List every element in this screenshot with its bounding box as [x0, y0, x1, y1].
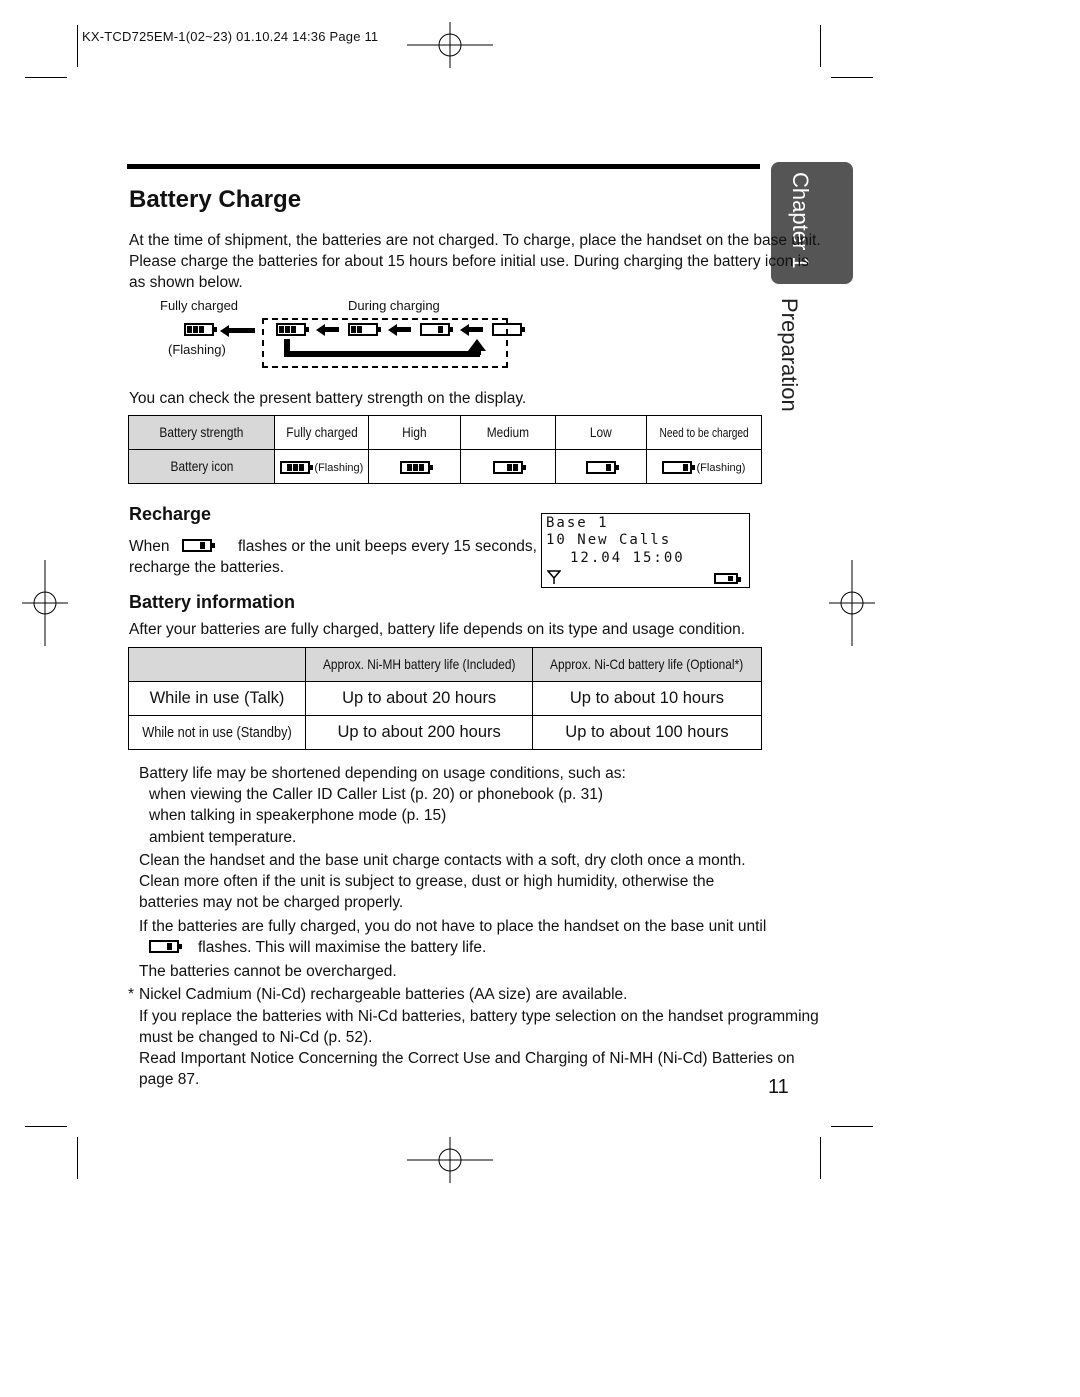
intro-line-2: Please charge the batteries for about 15 hours before initial use. During charging the battery icon is — [129, 253, 809, 270]
chapter-tab-label: Chapter 1 — [788, 172, 813, 269]
lcd-line-2: 10 New Calls — [546, 532, 672, 548]
note-1c: ambient temperature. — [149, 829, 297, 846]
footnote-star: * — [128, 986, 135, 1003]
note-2a: Clean the handset and the base unit charge contacts with a soft, dry cloth once a month. — [139, 852, 746, 869]
standby-nicd: Up to about 100 hours — [533, 716, 761, 750]
crop-mark — [77, 25, 78, 67]
page-number: 11 — [768, 1076, 789, 1098]
note-2b: Clean more often if the unit is subject to grease, dust or high humidity, otherwise the — [139, 873, 715, 890]
crop-mark — [820, 1137, 821, 1179]
during-charging-label: During charging — [348, 298, 440, 313]
recharge-when: When — [129, 538, 170, 555]
section-side-label: Preparation — [777, 298, 802, 412]
battery-full-icon — [280, 461, 310, 474]
lcd-display — [541, 513, 750, 588]
icon-medium — [461, 450, 555, 484]
lcd-battery-icon — [714, 570, 738, 586]
level-need-charge: Need to be charged — [646, 416, 761, 450]
note-2c: batteries may not be charged properly. — [139, 894, 404, 911]
note-7b: page 87. — [139, 1071, 200, 1088]
note-7a: Read Important Notice Concerning the Correct Use and Charging of Ni-MH (Ni-Cd) Batteries on — [139, 1050, 795, 1067]
row-label-standby: While not in use (Standby) — [129, 716, 306, 750]
note-4: The batteries cannot be overcharged. — [139, 963, 397, 980]
arrow-left-icon — [316, 324, 325, 336]
arrow-left-icon — [220, 322, 255, 340]
icon-high — [369, 450, 461, 484]
arrow-left-icon — [388, 324, 397, 336]
level-low: Low — [555, 416, 646, 450]
recharge-text-1: flashes or the unit beeps every 15 seconds, — [238, 538, 537, 555]
row-label-talk: While in use (Talk) — [129, 682, 306, 716]
intro-line-3: as shown below. — [129, 274, 243, 291]
battery-high-icon — [400, 461, 430, 474]
arrow-left-icon — [460, 324, 469, 336]
battery-info-text: After your batteries are fully charged, battery life depends on its type and usage condition. — [129, 621, 746, 638]
intro-line-1: At the time of shipment, the batteries are not charged. To charge, place the handset on the base unit. — [129, 232, 821, 249]
level-high: High — [369, 416, 461, 450]
battery-info-heading: Battery information — [129, 592, 296, 612]
level-medium: Medium — [461, 416, 555, 450]
note-6b: must be changed to Ni-Cd (p. 52). — [139, 1029, 373, 1046]
note-1: Battery life may be shortened depending on usage conditions, such as: — [139, 765, 626, 782]
crop-mark — [77, 1137, 78, 1179]
column-nimh: Approx. Ni-MH battery life (Included) — [305, 648, 532, 682]
cycle-arrow-icon — [284, 337, 488, 359]
lcd-line-3: 12.04 15:00 — [570, 550, 685, 566]
recharge-heading: Recharge — [129, 504, 212, 524]
battery-need-charge-icon — [662, 461, 692, 474]
check-strength-text: You can check the present battery strength on the display. — [129, 390, 527, 407]
icon-need-charge: (Flashing) — [646, 450, 761, 484]
antenna-icon — [547, 570, 561, 584]
column-nicd: Approx. Ni-Cd battery life (Optional*) — [533, 648, 761, 682]
battery-medium-icon — [493, 461, 523, 474]
row-label-strength: Battery strength — [129, 416, 275, 450]
page-title: Battery Charge — [129, 186, 302, 213]
note-3a: If the batteries are fully charged, you do not have to place the handset on the base unit until — [139, 918, 767, 935]
battery-low-icon — [149, 938, 179, 956]
registration-mark-icon — [22, 560, 68, 646]
fully-charged-label: Fully charged — [160, 298, 239, 313]
registration-mark-icon — [407, 22, 493, 68]
print-header: KX-TCD725EM-1(02~23) 01.10.24 14:36 Page 11 — [82, 29, 379, 44]
battery-2-bars-icon — [348, 323, 378, 336]
icon-fully-charged: (Flashing) — [275, 450, 369, 484]
talk-nicd: Up to about 10 hours — [533, 682, 761, 716]
recharge-text-2: recharge the batteries. — [129, 559, 285, 576]
lcd-line-1: Base 1 — [546, 515, 609, 531]
note-3b: flashes. This will maximise the battery life. — [198, 939, 487, 956]
battery-empty-icon — [492, 323, 522, 336]
battery-low-icon — [182, 537, 212, 555]
flashing-label: (Flashing) — [168, 342, 226, 357]
icon-low — [555, 450, 646, 484]
battery-3-bars-icon — [276, 323, 306, 336]
battery-1-bar-icon — [420, 323, 450, 336]
registration-mark-icon — [407, 1137, 493, 1183]
crop-mark — [25, 1126, 67, 1127]
note-1a: when viewing the Caller ID Caller List (p. 20) or phonebook (p. 31) — [149, 786, 604, 803]
standby-nimh: Up to about 200 hours — [305, 716, 532, 750]
crop-mark — [831, 77, 873, 78]
note-5: Nickel Cadmium (Ni-Cd) rechargeable batteries (AA size) are available. — [139, 986, 628, 1003]
talk-nimh: Up to about 20 hours — [305, 682, 532, 716]
crop-mark — [820, 25, 821, 67]
table-corner — [129, 648, 306, 682]
crop-mark — [25, 77, 67, 78]
level-fully-charged: Fully charged — [275, 416, 369, 450]
crop-mark — [831, 1126, 873, 1127]
registration-mark-icon — [829, 560, 875, 646]
note-6a: If you replace the batteries with Ni-Cd batteries, battery type selection on the handset programming — [139, 1008, 819, 1025]
battery-low-icon — [586, 461, 616, 474]
note-1b: when talking in speakerphone mode (p. 15) — [149, 807, 447, 824]
battery-life-table — [128, 647, 762, 750]
title-rule — [127, 164, 760, 169]
battery-strength-table — [128, 415, 762, 484]
full-battery-icon — [184, 321, 214, 339]
row-label-icon: Battery icon — [129, 450, 275, 484]
